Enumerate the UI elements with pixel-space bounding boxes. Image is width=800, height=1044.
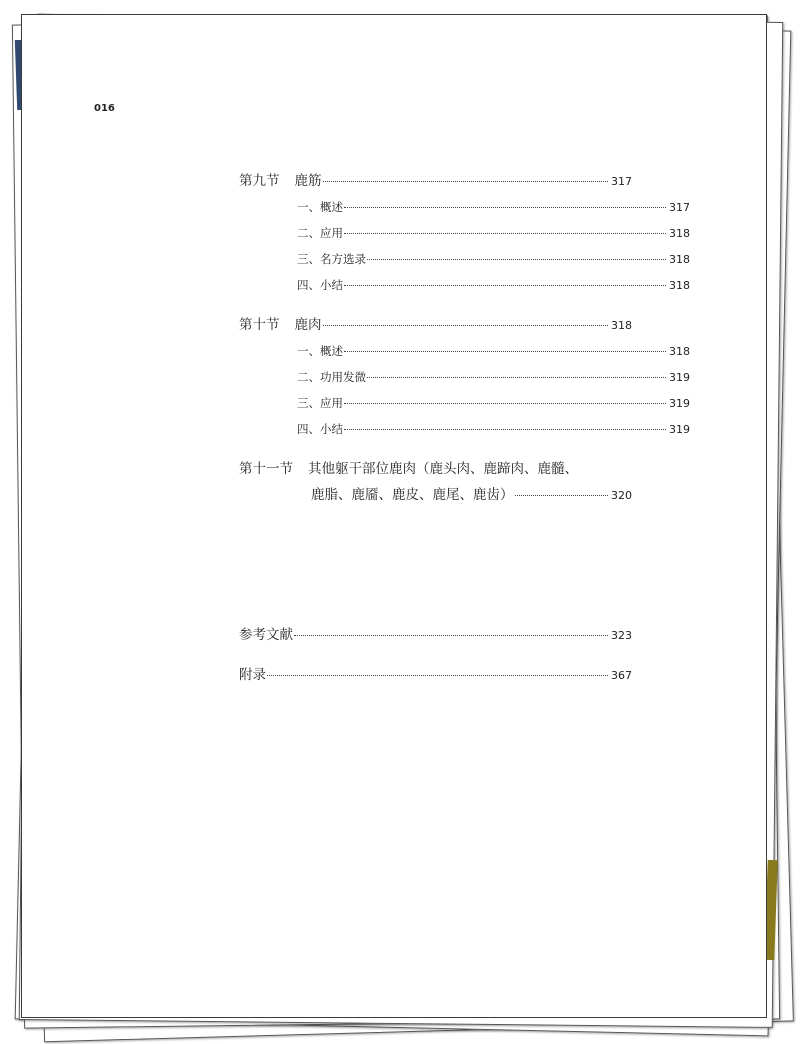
section-label: 第十一节 (239, 461, 293, 477)
toc-entry-appendix[interactable] (239, 663, 632, 683)
page-ref: 317 (669, 201, 690, 214)
section-label: 第九节 (239, 173, 280, 189)
entry-label: 二、功用发微 (297, 370, 366, 384)
leader-dots (344, 206, 666, 208)
page-ref: 320 (611, 489, 632, 502)
page-number: 016 (94, 103, 115, 114)
page-ref: 319 (669, 423, 690, 436)
leader-dots (267, 674, 608, 676)
entry-label: 二、应用 (297, 226, 343, 240)
toc-entry-section-10[interactable] (239, 313, 632, 333)
toc-entry-section-11-cont[interactable] (239, 483, 632, 503)
entry-label: 四、小结 (297, 422, 343, 436)
toc-entry[interactable] (239, 277, 690, 293)
toc-entry[interactable] (239, 343, 690, 359)
toc-entry[interactable] (239, 199, 690, 215)
page-ref: 318 (669, 227, 690, 240)
section-title-line2: 鹿脂、鹿靥、鹿皮、鹿尾、鹿齿） (311, 487, 514, 503)
toc-entry-section-9[interactable] (239, 169, 632, 189)
page-ref: 318 (611, 319, 632, 332)
leader-dots (344, 284, 666, 286)
appendix-label: 附录 (239, 667, 266, 683)
leader-dots (323, 180, 609, 182)
entry-label: 四、小结 (297, 278, 343, 292)
leader-dots (367, 258, 666, 260)
toc-entry[interactable] (239, 225, 690, 241)
toc-entry-section-11[interactable] (239, 457, 632, 477)
section-label: 第十节 (239, 317, 280, 333)
toc-entry[interactable] (239, 251, 690, 267)
page-ref: 367 (611, 669, 632, 682)
entry-label: 三、应用 (297, 396, 343, 410)
page-ref: 323 (611, 629, 632, 642)
references-label: 参考文献 (239, 627, 293, 643)
leader-dots (344, 402, 666, 404)
section-title: 鹿肉 (294, 317, 322, 333)
entry-label: 一、概述 (297, 344, 343, 358)
page-ref: 318 (669, 253, 690, 266)
document-page (21, 14, 767, 1018)
leader-dots (294, 634, 608, 636)
toc-entry[interactable] (239, 369, 690, 385)
leader-dots (515, 494, 609, 496)
toc-entry-references[interactable] (239, 623, 632, 643)
page-ref: 319 (669, 371, 690, 384)
toc-entry[interactable] (239, 395, 690, 411)
toc-entry[interactable] (239, 421, 690, 437)
section-title: 鹿筋 (294, 173, 322, 189)
leader-dots (344, 232, 666, 234)
entry-label: 一、概述 (297, 200, 343, 214)
page-ref: 318 (669, 279, 690, 292)
page-ref: 317 (611, 175, 632, 188)
leader-dots (344, 350, 666, 352)
leader-dots (367, 376, 666, 378)
page-ref: 319 (669, 397, 690, 410)
leader-dots (344, 428, 666, 430)
entry-label: 三、名方选录 (297, 252, 366, 266)
section-title-line1: 其他躯干部位鹿肉（鹿头肉、鹿蹄肉、鹿髓、 (308, 461, 578, 477)
leader-dots (323, 324, 609, 326)
page-ref: 318 (669, 345, 690, 358)
